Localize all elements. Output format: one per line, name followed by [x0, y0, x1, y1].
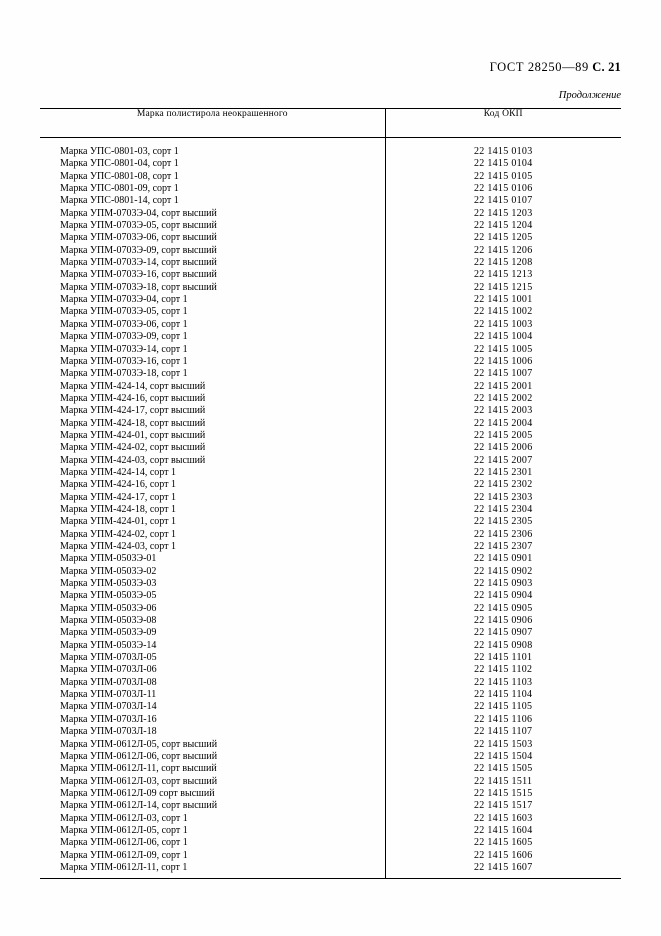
cell-code: 22 1415 0907 — [473, 627, 533, 639]
cell-code: 22 1415 2001 — [473, 380, 533, 392]
table-row — [40, 850, 621, 862]
cell-code: 22 1415 2305 — [473, 516, 533, 528]
cell-code: 22 1415 1103 — [474, 676, 533, 688]
cell-code: 22 1415 1505 — [473, 763, 533, 775]
table-row — [40, 566, 621, 578]
cell-code: 22 1415 1104 — [474, 689, 533, 701]
cell-mark: Марка УПМ-0703Л-11 — [40, 689, 385, 701]
cell-mark: Марка УПМ-0612Л-06, сорт 1 — [40, 837, 385, 849]
table-row — [40, 381, 621, 393]
table-row — [40, 751, 621, 763]
table-row — [40, 269, 621, 281]
cell-code: 22 1415 0906 — [473, 615, 533, 627]
cell-code: 22 1415 2303 — [473, 491, 533, 503]
cell-mark: Марка УПМ-0703Э-18, сорт 1 — [40, 368, 385, 380]
cell-code: 22 1415 2004 — [473, 417, 533, 429]
table-row — [40, 158, 621, 170]
cell-mark: Марка УПМ-424-03, сорт высший — [40, 455, 385, 467]
cell-mark: Марка УПС-0801-03, сорт 1 — [40, 138, 385, 159]
table-row — [40, 714, 621, 726]
cell-mark: Марка УПМ-0503Э-06 — [40, 603, 385, 615]
table-row — [40, 467, 621, 479]
table-row — [40, 529, 621, 541]
table-row — [40, 553, 621, 565]
cell-code: 22 1415 0106 — [473, 183, 533, 195]
cell-code: 22 1415 0908 — [473, 639, 533, 651]
table-row — [40, 257, 621, 269]
cell-mark: Марка УПМ-424-02, сорт высший — [40, 442, 385, 454]
table-row — [40, 331, 621, 343]
cell-code: 22 1415 1503 — [473, 738, 533, 750]
table-row — [40, 689, 621, 701]
cell-mark: Марка УПМ-0503Э-02 — [40, 566, 385, 578]
table-row — [40, 282, 621, 294]
table-row — [40, 393, 621, 405]
table-row — [40, 504, 621, 516]
cell-mark: Марка УПМ-424-01, сорт 1 — [40, 516, 385, 528]
cell-mark: Марка УПМ-0703Э-05, сорт высший — [40, 220, 385, 232]
table-row — [40, 245, 621, 257]
table-row — [40, 788, 621, 800]
table-row — [40, 430, 621, 442]
cell-code: 22 1415 1206 — [473, 244, 533, 256]
cell-mark: Марка УПМ-424-18, сорт высший — [40, 418, 385, 430]
table-row — [40, 726, 621, 738]
table-row — [40, 344, 621, 356]
table-row — [40, 183, 621, 195]
cell-mark: Марка УПМ-0503Э-09 — [40, 627, 385, 639]
cell-mark: Марка УПМ-0703Э-09, сорт высший — [40, 245, 385, 257]
cell-code: 22 1415 1007 — [473, 368, 533, 380]
table-row — [40, 171, 621, 183]
cell-mark: Марка УПМ-424-14, сорт 1 — [40, 467, 385, 479]
cell-code: 22 1415 1604 — [473, 824, 533, 836]
table-row — [40, 578, 621, 590]
cell-mark: Марка УПМ-0612Л-05, сорт 1 — [40, 825, 385, 837]
table-row — [40, 208, 621, 220]
cell-mark: Марка УПМ-0703Л-18 — [40, 726, 385, 738]
cell-mark: Марка УПМ-424-18, сорт 1 — [40, 504, 385, 516]
cell-code: 22 1415 1105 — [474, 701, 533, 713]
table-row — [40, 492, 621, 504]
page-number: С. 21 — [592, 60, 621, 74]
cell-code: 22 1415 1005 — [473, 343, 533, 355]
table-row — [40, 306, 621, 318]
table-row — [40, 590, 621, 602]
table-row — [40, 138, 621, 159]
column-header-code: Код ОКП — [385, 109, 621, 138]
cell-mark: Марка УПМ-0703Л-05 — [40, 652, 385, 664]
cell-mark: Марка УПМ-0703Э-18, сорт высший — [40, 282, 385, 294]
cell-code: 22 1415 1001 — [473, 294, 533, 306]
cell-code: 22 1415 1102 — [474, 664, 533, 676]
cell-code: 22 1415 0105 — [473, 170, 533, 182]
cell-code: 22 1415 2006 — [473, 442, 533, 454]
table-row — [40, 615, 621, 627]
cell-code: 22 1415 2003 — [473, 405, 533, 417]
cell-code: 22 1415 1003 — [473, 318, 533, 330]
cell-code: 22 1415 0903 — [473, 578, 533, 590]
continued-note: Продолжение — [558, 90, 621, 101]
table-row — [40, 776, 621, 788]
cell-code: 22 1415 0901 — [473, 553, 533, 565]
cell-code: 22 1415 1213 — [473, 269, 533, 281]
table-row — [40, 479, 621, 491]
table-row — [40, 455, 621, 467]
table-row — [40, 627, 621, 639]
table-row — [40, 232, 621, 244]
table-row — [40, 763, 621, 775]
cell-code: 22 1415 2002 — [473, 392, 533, 404]
cell-code: 22 1415 1215 — [473, 281, 533, 293]
cell-mark: Марка УПМ-0703Э-16, сорт 1 — [40, 356, 385, 368]
cell-code: 22 1415 1006 — [473, 355, 533, 367]
table-row — [40, 862, 621, 874]
column-header-mark: Марка полистирола неокрашенного — [40, 109, 385, 138]
table-row — [40, 195, 621, 207]
cell-mark: Марка УПМ-424-17, сорт 1 — [40, 492, 385, 504]
table-row — [40, 640, 621, 652]
cell-mark: Марка УПМ-0612Л-14, сорт высший — [40, 800, 385, 812]
cell-code: 22 1415 1204 — [473, 220, 533, 232]
marks-table — [40, 108, 621, 874]
table-header-row — [40, 109, 621, 138]
standard-number: ГОСТ 28250—89 — [489, 60, 589, 74]
cell-mark: Марка УПМ-0503Э-05 — [40, 590, 385, 602]
cell-mark: Марка УПМ-0612Л-11, сорт 1 — [40, 862, 385, 874]
cell-mark: Марка УПМ-424-14, сорт высший — [40, 381, 385, 393]
cell-mark: Марка УПМ-0612Л-03, сорт 1 — [40, 813, 385, 825]
cell-mark: Марка УПС-0801-04, сорт 1 — [40, 158, 385, 170]
table-row — [40, 825, 621, 837]
cell-mark: Марка УПМ-0612Л-06, сорт высший — [40, 751, 385, 763]
cell-mark: Марка УПМ-0703Л-14 — [40, 701, 385, 713]
cell-mark: Марка УПМ-0612Л-11, сорт высший — [40, 763, 385, 775]
cell-mark: Марка УПМ-424-01, сорт высший — [40, 430, 385, 442]
table-row — [40, 541, 621, 553]
cell-mark: Марка УПМ-0503Э-08 — [40, 615, 385, 627]
table-column-divider — [385, 108, 386, 878]
cell-mark: Марка УПМ-0703Э-14, сорт 1 — [40, 344, 385, 356]
table-row — [40, 356, 621, 368]
table-row — [40, 319, 621, 331]
cell-code: 22 1415 1607 — [473, 861, 533, 873]
cell-code: 22 1415 1107 — [474, 726, 533, 738]
cell-code: 22 1415 1504 — [473, 750, 533, 762]
cell-code: 22 1415 1606 — [473, 849, 533, 861]
cell-mark: Марка УПМ-0703Л-16 — [40, 714, 385, 726]
cell-code: 22 1415 1203 — [473, 207, 533, 219]
cell-mark: Марка УПС-0801-09, сорт 1 — [40, 183, 385, 195]
cell-code: 22 1415 1208 — [473, 257, 533, 269]
table-row — [40, 701, 621, 713]
table-row — [40, 220, 621, 232]
table-row — [40, 677, 621, 689]
cell-mark: Марка УПМ-0503Э-03 — [40, 578, 385, 590]
cell-mark: Марка УПМ-0703Л-08 — [40, 677, 385, 689]
cell-code: 22 1415 2005 — [473, 429, 533, 441]
cell-mark: Марка УПМ-0703Л-06 — [40, 664, 385, 676]
table-row — [40, 294, 621, 306]
cell-mark: Марка УПМ-0703Э-06, сорт 1 — [40, 319, 385, 331]
table-row — [40, 418, 621, 430]
cell-code: 22 1415 0904 — [473, 590, 533, 602]
cell-code: 22 1415 1106 — [474, 713, 533, 725]
cell-mark: Марка УПМ-0703Э-05, сорт 1 — [40, 306, 385, 318]
cell-code: 22 1415 1517 — [473, 800, 533, 812]
cell-mark: Марка УПМ-0703Э-06, сорт высший — [40, 232, 385, 244]
cell-mark: Марка УПС-0801-08, сорт 1 — [40, 171, 385, 183]
cell-code: 22 1415 0104 — [473, 158, 533, 170]
cell-code: 22 1415 1515 — [473, 787, 533, 799]
cell-code: 22 1415 2304 — [473, 503, 533, 515]
cell-mark: Марка УПМ-0612Л-09, сорт 1 — [40, 850, 385, 862]
table-row — [40, 368, 621, 380]
table-bottom-rule — [40, 878, 621, 879]
cell-mark: Марка УПМ-0612Л-09 сорт высший — [40, 788, 385, 800]
cell-mark: Марка УПМ-0503Э-14 — [40, 640, 385, 652]
cell-mark: Марка УПМ-0703Э-04, сорт высший — [40, 208, 385, 220]
cell-code: 22 1415 2301 — [473, 466, 533, 478]
table-body — [40, 138, 621, 875]
cell-mark: Марка УПМ-0503Э-01 — [40, 553, 385, 565]
table-row — [40, 837, 621, 849]
table-row — [40, 739, 621, 751]
table-row — [40, 603, 621, 615]
cell-code: 22 1415 1002 — [473, 306, 533, 318]
cell-code: 22 1415 1101 — [474, 652, 533, 664]
cell-code: 22 1415 2302 — [473, 479, 533, 491]
cell-code: 22 1415 2306 — [473, 528, 533, 540]
table-row — [40, 664, 621, 676]
cell-mark: Марка УПМ-0612Л-05, сорт высший — [40, 739, 385, 751]
cell-code: 22 1415 2007 — [473, 454, 533, 466]
cell-mark: Марка УПМ-424-02, сорт 1 — [40, 529, 385, 541]
table-row — [40, 405, 621, 417]
cell-mark: Марка УПМ-424-16, сорт 1 — [40, 479, 385, 491]
cell-mark: Марка УПМ-424-16, сорт высший — [40, 393, 385, 405]
cell-code: 22 1415 1205 — [473, 232, 533, 244]
page-header — [40, 60, 621, 75]
cell-code: 22 1415 1603 — [473, 812, 533, 824]
table-row — [40, 652, 621, 664]
cell-code: 22 1415 1511 — [474, 775, 533, 787]
cell-code: 22 1415 0902 — [473, 565, 533, 577]
cell-mark: Марка УПМ-0703Э-04, сорт 1 — [40, 294, 385, 306]
cell-mark: Марка УПМ-424-03, сорт 1 — [40, 541, 385, 553]
table-row — [40, 516, 621, 528]
cell-code: 22 1415 1605 — [473, 837, 533, 849]
cell-mark: Марка УПМ-0703Э-16, сорт высший — [40, 269, 385, 281]
cell-code: 22 1415 2307 — [473, 541, 533, 552]
cell-mark: Марка УПМ-424-17, сорт высший — [40, 405, 385, 417]
cell-code: 22 1415 0107 — [473, 195, 533, 207]
cell-code: 22 1415 1004 — [473, 331, 533, 343]
table-row — [40, 800, 621, 812]
cell-code: 22 1415 0103 — [473, 146, 533, 157]
cell-code: 22 1415 0905 — [473, 602, 533, 614]
cell-mark: Марка УПМ-0703Э-09, сорт 1 — [40, 331, 385, 343]
cell-mark: Марка УПМ-0703Э-14, сорт высший — [40, 257, 385, 269]
table-row — [40, 813, 621, 825]
cell-mark: Марка УПС-0801-14, сорт 1 — [40, 195, 385, 207]
table-row — [40, 442, 621, 454]
cell-mark: Марка УПМ-0612Л-03, сорт высший — [40, 776, 385, 788]
